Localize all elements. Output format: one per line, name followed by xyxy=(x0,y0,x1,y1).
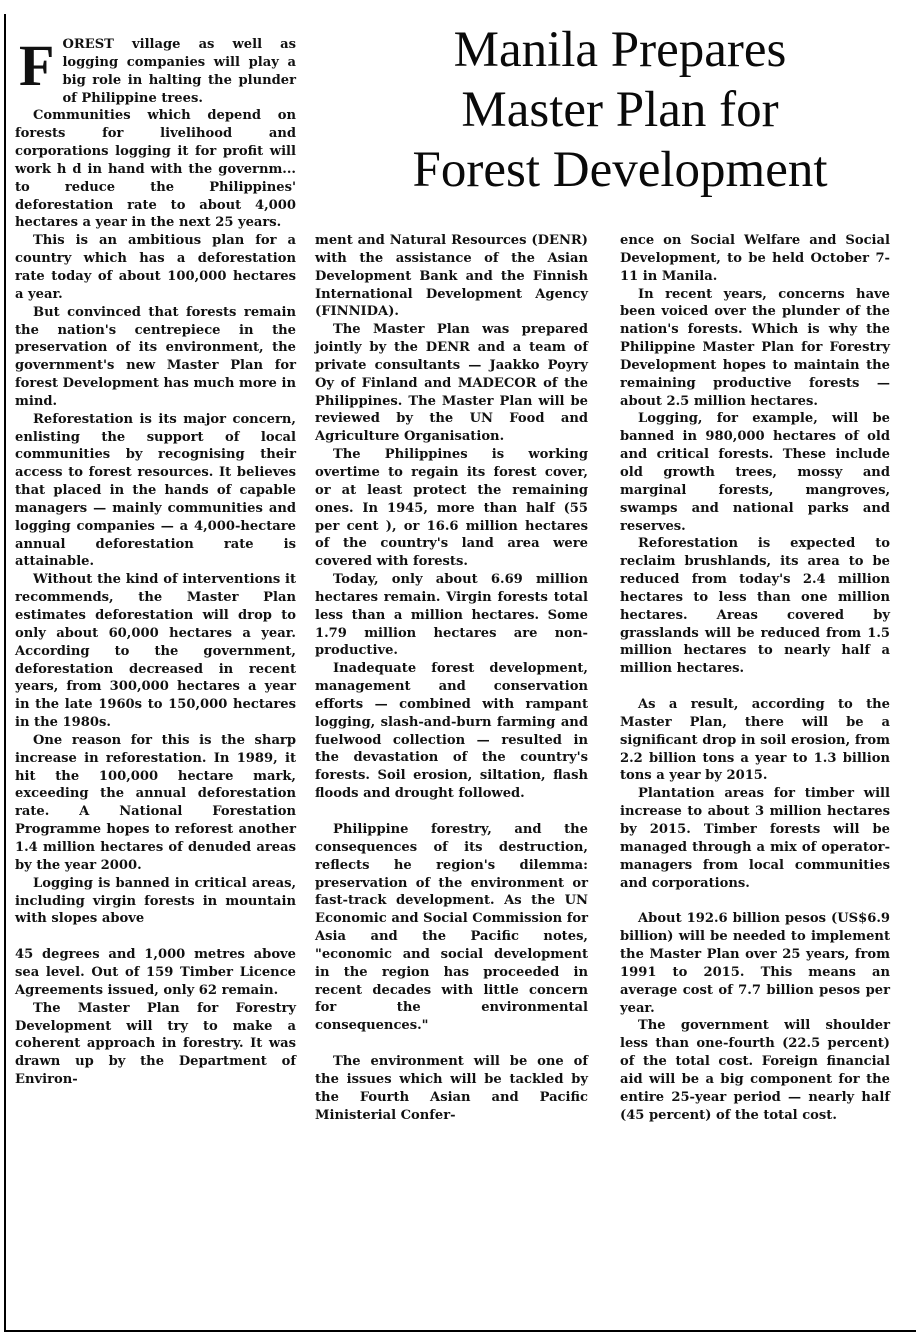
column-rule xyxy=(4,14,6,1332)
paragraph: One reason for this is the sharp increase in reforestation. In 1989, it hit the 100,000 hectare mark, exceeding the annual deforestation rate. A National Forestation Programme hopes to reforest another 1.4 million hectares of denuded areas by the year 2000. xyxy=(15,732,296,873)
paragraph: ment and Natural Resources (DENR) with the assistance of the Asian Development Bank and the Finnish International Development Agency (FINNIDA). xyxy=(315,233,588,320)
headline-line: Manila Prepares xyxy=(453,22,787,78)
paragraph: The Master Plan for Forestry Development will try to make a coherent approach in forestry. It was drawn up by the Department of Environ- xyxy=(15,1000,296,1088)
paragraph: But convinced that forests remain the nation's centrepiece in the preservation of its environment, the government's new Master Plan for forest Development has much more in mind. xyxy=(15,304,296,409)
paragraph: ence on Social Welfare and Social Development, to be held October 7-11 in Manila. xyxy=(620,233,890,284)
paragraph: As a result, according to the Master Plan, there will be a significant drop in soil erosion, from 2.2 billion tons a year to 1.3 billion tons a year by 2015. xyxy=(620,697,890,784)
paragraph: Today, only about 6.69 million hectares remain. Virgin forests total less than a million hectares. Some 1.79 million hectares are non-productive. xyxy=(315,572,588,659)
paragraph: This is an ambitious plan for a country which has a deforestation rate today of about 100,000 hectares a year. xyxy=(15,233,296,302)
paragraph: Logging, for example, will be banned in 980,000 hectares of old and critical forests. These include old growth trees, mossy and marginal forests, mangroves, swamps and national parks and reserves. xyxy=(620,411,890,534)
paragraph: FOREST village as well as logging companies will play a big role in halting the plunder of Philippine trees. xyxy=(15,36,296,107)
paragraph: Plantation areas for timber will increase to about 3 million hectares by 2015. Timber forests will be managed through a mix of operator-managers from local communities and corporations. xyxy=(620,786,890,891)
paragraph: Reforestation is its major concern, enlisting the support of local communities by recognising their access to forest resources. It believes that placed in the hands of capable managers — mainly communities and logging companies — a 4,000-hectare annual deforestation rate is attainable. xyxy=(15,411,296,570)
paragraph: Philippine forestry, and the consequences of its destruction, reflects he region's dilemma: preservation of the environment or fast-track development. As the UN Economic and Social Commission for Asia and the Pacific notes, "economic and social development in the region has proceeded in recent decades with little concern for the environmental consequences." xyxy=(315,822,588,1034)
paragraph: Logging is banned in critical areas, including virgin forests in mountain with slopes above xyxy=(15,875,296,927)
paragraph: Reforestation is expected to reclaim brushlands, its area to be reduced from today's 2.4 million hectares to less than one million hectares. Areas covered by grasslands will be reduced from 1.5 million hectares to nearly half a million hectares. xyxy=(620,536,890,677)
headline-line: Master Plan for xyxy=(461,82,779,138)
paragraph: About 192.6 billion pesos (US$6.9 billion) will be needed to implement the Master Plan over 25 years, from 1991 to 2015. This means an average cost of 7.7 billion pesos per year. xyxy=(620,911,890,1016)
column-2 xyxy=(315,232,588,1125)
drop-cap: F xyxy=(19,33,55,98)
paragraph: The Master Plan was prepared jointly by the DENR and a team of private consultants — Jaakko Poyry Oy of Finland and MADECOR of the Philippines. The Master Plan will be reviewed by the UN Food and Agriculture Organisation. xyxy=(315,322,588,445)
paragraph: The environment will be one of the issues which will be tackled by the Fourth Asian and Pacific Ministerial Confer- xyxy=(315,1054,588,1123)
column-3 xyxy=(620,232,890,1125)
column-1 xyxy=(15,33,296,1089)
paragraph: The government will shoulder less than one-fourth (22.5 percent) of the total cost. Foreign financial aid will be a big component for the entire 25-year period — nearly half (45 percent) of the total cost. xyxy=(620,1018,890,1123)
paragraph: The Philippines is working overtime to regain its forest cover, or at least protect the remaining ones. In 1945, more than half (55 per cent ), or 16.6 million hectares of the country's land area were covered with forests. xyxy=(315,447,588,570)
paragraph: 45 degrees and 1,000 metres above sea level. Out of 159 Timber Licence Agreements issued, only 62 remain. xyxy=(15,947,296,998)
headline xyxy=(330,20,910,200)
headline-line: Forest Development xyxy=(412,142,828,198)
paragraph: Without the kind of interventions it recommends, the Master Plan estimates deforestation will drop to only about 60,000 hectares a year. According to the government, deforestation decreased in recent years, from 300,000 hectares a year in the late 1960s to 150,000 hectares in the 1980s. xyxy=(15,572,296,731)
bottom-rule xyxy=(4,1330,916,1332)
paragraph: In recent years, concerns have been voiced over the plunder of the nation's forests. Which is why the Philippine Master Plan for Forestry Development hopes to maintain the remaining productive forests — about 2.5 million hectares. xyxy=(620,286,890,409)
paragraph: Inadequate forest development, management and conservation efforts — combined with rampant logging, slash-and-burn farming and fuelwood collection — resulted in the devastation of the country's forests. Soil erosion, siltation, flash floods and drought followed. xyxy=(315,661,588,802)
paragraph: Communities which depend on forests for livelihood and corporations logging it for profit will work h d in hand with the governm... to reduce the Philippines' deforestation rate to about 4,000 hectares a year in the next 25 years. xyxy=(15,108,296,231)
